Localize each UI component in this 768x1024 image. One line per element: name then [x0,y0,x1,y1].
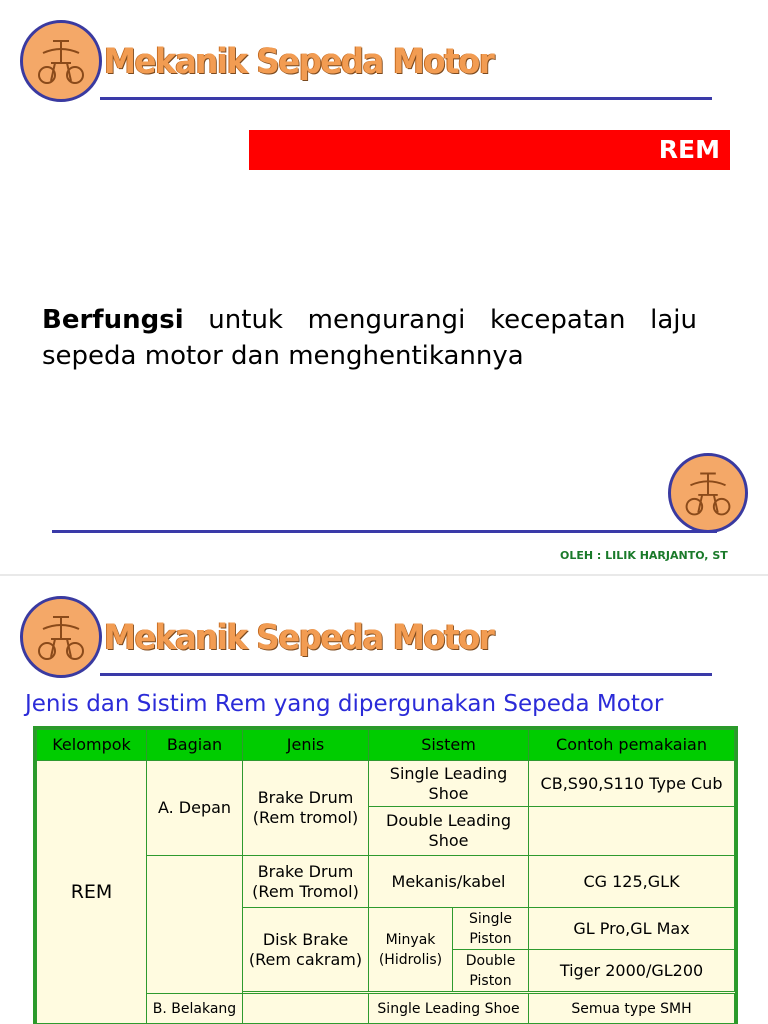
cell-contoh-5: Tiger 2000/GL200 [529,950,735,992]
author-credit: OLEH : LILIK HARJANTO, ST [560,549,728,562]
cell-contoh-3: CG 125,GLK [529,856,735,908]
cell-sistem-single-leading: Single Leading Shoe [369,761,529,807]
mechanic-logo-icon [668,453,748,533]
body-bold: Berfungsi [42,305,184,335]
mechanic-logo-icon [20,20,102,102]
cell-sistem-minyak: Minyak (Hidrolis) [369,908,453,992]
cell-sistem-double-leading: Double Leading Shoe [369,807,529,856]
brake-system-table [36,729,735,1024]
cell-sistem-double-piston: Double Piston [453,950,529,992]
slide-subtitle: Jenis dan Sistim Rem yang dipergunakan Sepeda Motor [25,691,664,717]
cell-sistem-single-piston: Single Piston [453,908,529,950]
body-rest: untuk mengurangi kecepatan laju sepeda motor dan menghentikannya [42,305,697,371]
title-rule [100,97,712,100]
table-row [37,761,735,807]
cell-contoh-6: Semua type SMH [529,994,735,1024]
mechanic-logo-icon [20,596,102,678]
cell-jenis-drum-1: Brake Drum (Rem tromol) [243,761,369,856]
cell-kelompok: REM [37,761,147,1024]
slide-2 [0,576,768,1024]
title-rule [100,673,712,676]
header-contoh: Contoh pemakaian [529,730,735,761]
cell-bagian-belakang: B. Belakang [147,994,243,1024]
header-kelompok: Kelompok [37,730,147,761]
slide-title: Mekanik Sepeda Motor [104,42,494,82]
cell-sistem-mekanis: Mekanis/kabel [369,856,529,908]
cell-jenis-drum-2: Brake Drum (Rem Tromol) [243,856,369,908]
header-jenis: Jenis [243,730,369,761]
cell-contoh-2 [529,807,735,856]
table-header-row [37,730,735,761]
cell-bagian-depan: A. Depan [147,761,243,856]
cell-jenis-disk: Disk Brake (Rem cakram) [243,908,369,992]
bottom-rule [52,530,717,533]
cell-contoh-4: GL Pro,GL Max [529,908,735,950]
section-label-bar: REM [249,130,730,170]
cell-jenis-empty [243,994,369,1024]
cell-bagian-empty [147,856,243,994]
body-paragraph [42,302,697,374]
cell-sistem-single-leading-2: Single Leading Shoe [369,994,529,1024]
header-sistem: Sistem [369,730,529,761]
slide-title: Mekanik Sepeda Motor [104,618,494,658]
header-bagian: Bagian [147,730,243,761]
cell-contoh-1: CB,S90,S110 Type Cub [529,761,735,807]
